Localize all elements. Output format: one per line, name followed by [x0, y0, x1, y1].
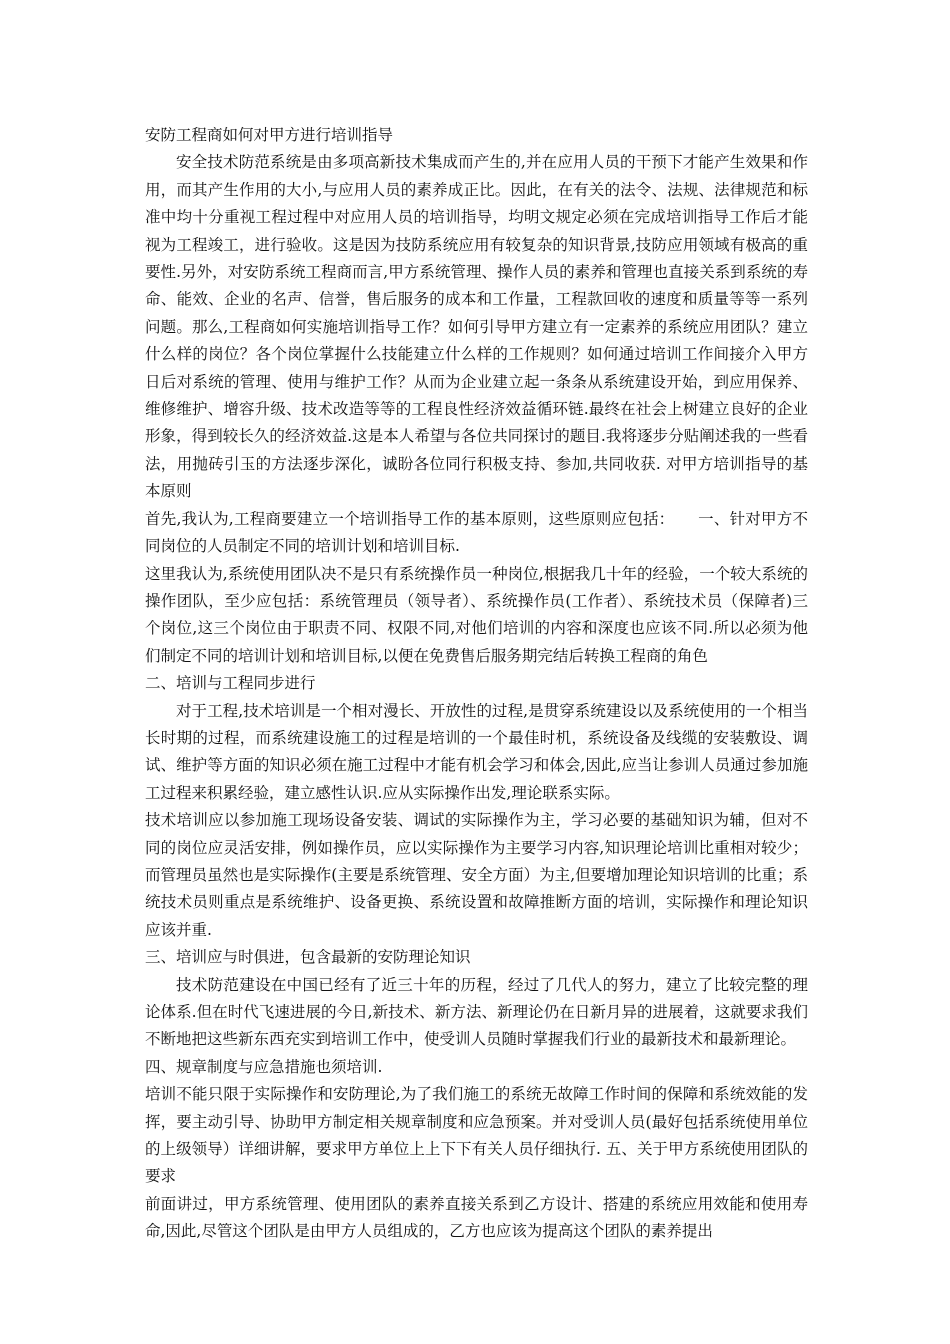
paragraph-team-requirements: 前面讲过，甲方系统管理、使用团队的素养直接关系到乙方设计、搭建的系统应用效能和使用寿命,因此,尽管这个团队是由甲方人员组成的，乙方也应该为提高这个团队的素养提出: [145, 1194, 808, 1241]
paragraph-sync-training: 对于工程,技术培训是一个相对漫长、开放性的过程,是贯穿系统建设以及系统使用的一个相当长时期的过程，而系统建设施工的过程是培训的一个最佳时机，系统设备及线缆的安装敷设、调试、维护等方面的知识必须在施工过程中才能有机会学习和体会,因此,应当让参训人员通过参加施工过程来积累经验，建立感性认识.应从实际操作出发,理论联系实际。: [145, 701, 808, 802]
paragraph-new-theory: 技术防范建设在中国已经有了近三十年的历程，经过了几代人的努力，建立了比较完整的理论体系.但在时代飞速进展的今日,新技术、新方法、新理论仍在日新月异的进展着，这就要求我们不断地把这些新东西充实到培训工作中，使受训人员随时掌握我们行业的最新技术和最新理论。: [145, 975, 808, 1049]
paragraph-site-training: 技术培训应以参加施工现场设备安装、调试的实际操作为主，学习必要的基础知识为辅，但对不同的岗位应灵活安排，例如操作员，应以实际操作为主要学习内容,知识理论培训比重相对较少；而管理员虽然也是实际操作(主要是系统管理、安全方面）为主,但要增加理论知识培训的比重；系统技术员则重点是系统维护、设备更换、系统设置和故障推断方面的培训，实际操作和理论知识应该并重.: [145, 811, 808, 939]
paragraph-intro: 安全技术防范系统是由多项高新技术集成而产生的,并在应用人员的干预下才能产生效果和作用，而其产生作用的大小,与应用人员的素养成正比。因此，在有关的法令、法规、法律规范和标准中均十分重视工程过程中对应用人员的培训指导，均明文规定必须在完成培训指导工作后才能视为工程竣工，进行验收。这是因为技防系统应用有较复杂的知识背景,技防应用领域有极高的重要性.另外，对安防系统工程商而言,甲方系统管理、操作人员的素养和管理也直接关系到系统的寿命、能效、企业的名声、信誉，售后服务的成本和工作量，工程款回收的速度和质量等等一系列问题。那么,工程商如何实施培训指导工作？如何引导甲方建立有一定素养的系统应用团队？建立什么样的岗位？各个岗位掌握什么技能建立什么样的工作规则？如何通过培训工作间接介入甲方日后对系统的管理、使用与维护工作？从而为企业建立起一条条从系统建设开始，到应用保养、维修维护、增容升级、技术改造等等的工程良性经济效益循环链.最终在社会上树建立良好的企业形象，得到较长久的经济效益.这是本人希望与各位共同探讨的题目.我将逐步分贴阐述我的一些看法，用抛砖引玉的方法逐步深化，诚盼各位同行积极支持、参加,共同收获. 对甲方培训指导的基本原则: [145, 153, 808, 501]
document-body: [145, 122, 808, 1246]
section-heading-3: 三、培训应与时俱进，包含最新的安防理论知识: [145, 948, 471, 967]
paragraph-principles: 首先,我认为,工程商要建立一个培训指导工作的基本原则，这些原则应包括： 一、针对甲方不同岗位的人员制定不同的培训计划和培训目标.: [145, 509, 808, 556]
paragraph-regulations: 培训不能只限于实际操作和安防理论,为了我们施工的系统无故障工作时间的保障和系统效能的发挥，要主动引导、协助甲方制定相关规章制度和应急预案。并对受训人员(最好包括系统使用单位的上级领导）详细讲解，要求甲方单位上上下下有关人员仔细执行. 五、关于甲方系统使用团队的要求: [145, 1085, 808, 1186]
paragraph-team-roles: 这里我认为,系统使用团队决不是只有系统操作员一种岗位,根据我几十年的经验，一个较大系统的操作团队，至少应包括：系统管理员（领导者）、系统操作员(工作者）、系统技术员（保障者)三个岗位,这三个岗位由于职责不同、权限不同,对他们培训的内容和深度也应该不同.所以必须为他们制定不同的培训计划和培训目标,以便在免费售后服务期完结后转换工程商的角色: [145, 564, 808, 665]
section-heading-2: 二、培训与工程同步进行: [145, 674, 316, 693]
document-title: 安防工程商如何对甲方进行培训指导: [145, 126, 394, 144]
section-heading-4: 四、规章制度与应急措施也须培训.: [145, 1057, 383, 1076]
